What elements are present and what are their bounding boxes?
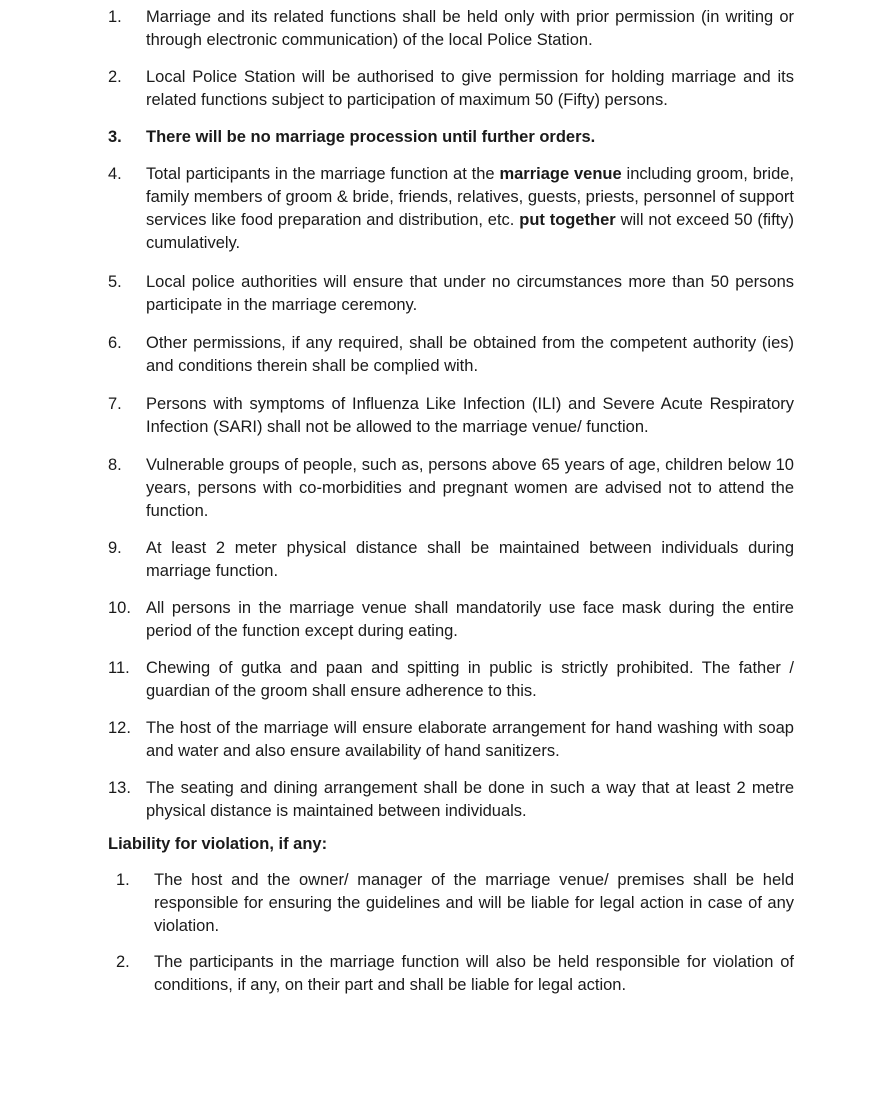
liability-item-1 (116, 869, 794, 938)
text-segment: will not exceed 50 (fifty) cumulatively. (146, 211, 794, 252)
item-text: Vulnerable groups of people, such as, persons above 65 years of age, children below 10 years, persons with co-morbidities and pregnant women are advised not to attend the function. (146, 456, 794, 520)
text-segment: Total participants in the marriage function at the (146, 165, 500, 183)
guideline-item-5 (108, 271, 794, 317)
guideline-item-11 (108, 657, 794, 703)
item-text (146, 163, 794, 255)
item-number: 5. (108, 273, 122, 291)
item-number: 2. (108, 68, 122, 86)
item-text: Other permissions, if any required, shall be obtained from the competent authority (ies) and conditions therein shall be complied with. (146, 334, 794, 375)
item-number: 3. (108, 128, 122, 146)
emphasis-marriage-venue: marriage venue (499, 165, 622, 183)
item-number: 8. (108, 456, 122, 474)
guideline-item-9 (108, 537, 794, 583)
item-text: Local police authorities will ensure that under no circumstances more than 50 persons participate in the marriage ceremony. (146, 273, 794, 314)
liability-item-2 (116, 951, 794, 997)
item-number: 9. (108, 539, 122, 557)
item-text: Local Police Station will be authorised to give permission for holding marriage and its related functions subject to participation of maximum 50 (Fifty) persons. (146, 68, 794, 109)
guideline-item-6 (108, 332, 794, 378)
item-text: Persons with symptoms of Influenza Like Infection (ILI) and Severe Acute Respiratory Infection (SARI) shall not be allowed to the marriage venue/ function. (146, 395, 794, 436)
item-text: Chewing of gutka and paan and spitting in public is strictly prohibited. The father / guardian of the groom shall ensure adherence to this. (146, 659, 794, 700)
item-number: 2. (116, 953, 130, 971)
item-number: 7. (108, 395, 122, 413)
item-text: There will be no marriage procession until further orders. (146, 128, 596, 146)
guidelines-list (108, 6, 794, 823)
item-text: The participants in the marriage function will also be held responsible for violation of conditions, if any, on their part and shall be liable for legal action. (154, 953, 794, 994)
item-number: 6. (108, 334, 122, 352)
item-number: 13. (108, 779, 131, 797)
item-text: The host and the owner/ manager of the marriage venue/ premises shall be held responsible for ensuring the guidelines and will be liable for legal action in case of any violation. (154, 871, 794, 935)
liability-heading: Liability for violation, if any: (108, 835, 328, 853)
guideline-item-12 (108, 717, 794, 763)
guideline-item-3 (108, 126, 794, 149)
item-text: Marriage and its related functions shall be held only with prior permission (in writing or through electronic communication) of the local Police Station. (146, 8, 794, 49)
item-text: The host of the marriage will ensure elaborate arrangement for hand washing with soap and water and also ensure availability of hand sanitizers. (146, 719, 794, 760)
item-number: 10. (108, 599, 131, 617)
guideline-item-7 (108, 393, 794, 439)
item-text: The seating and dining arrangement shall be done in such a way that at least 2 metre physical distance is maintained between individuals. (146, 779, 794, 820)
guideline-item-10 (108, 597, 794, 643)
item-number: 12. (108, 719, 131, 737)
item-number: 1. (108, 8, 122, 26)
guideline-item-8 (108, 454, 794, 523)
guideline-item-13 (108, 777, 794, 823)
guideline-item-4 (108, 163, 794, 255)
item-text: At least 2 meter physical distance shall be maintained between individuals during marriage function. (146, 539, 794, 580)
emphasis-put-together: put together (519, 211, 616, 229)
liability-list (108, 869, 794, 997)
item-number: 1. (116, 871, 130, 889)
item-text: All persons in the marriage venue shall mandatorily use face mask during the entire period of the function except during eating. (146, 599, 794, 640)
item-number: 11. (108, 659, 130, 677)
guideline-item-2 (108, 66, 794, 112)
item-number: 4. (108, 165, 122, 183)
guideline-item-1 (108, 6, 794, 52)
text-segment: including groom, bride, family members of groom & bride, friends, relatives, guests, priests, personnel of support services like food preparation and distribution, etc. (146, 165, 795, 229)
